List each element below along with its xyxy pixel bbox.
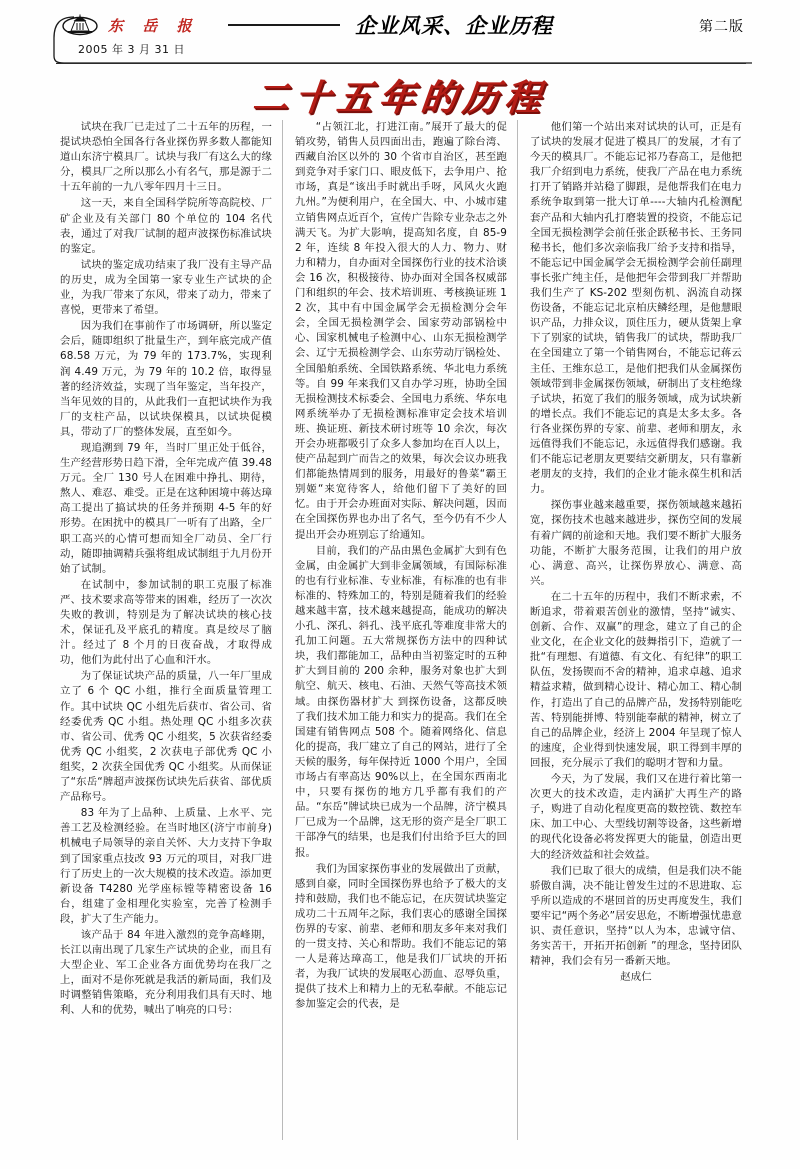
article-byline: 赵成仁: [620, 971, 652, 984]
masthead-logo-block: [62, 12, 198, 57]
article-columns: [56, 120, 746, 1140]
mountain-temple-logo-icon: [62, 14, 98, 36]
paragraph: “占领江北，打进江南。”展开了最大的促销攻势，销售人员四面出击，跑遍了除台湾、西藏自治区以外的 30 个省市自治区，甚至跑到竞争对手家门口、眼皮低下，去争用户、抢市场，真是“该出手时就出手呀，风风火火跑九州。”为便利用户，在全国大、中、小城市建立销售网点近百个，宣传广告除专业杂志之外满天飞。为扩大影响，提高知名度，自 85-92 年，连续 8 年投入很大的人力、物力、财力和精力，自办面对全国探伤行业的技术洽谈会 16 次，积极接待、协办面对全国各权威部门和组织的年会、技术培训班、考核换证班 12 次，其中有中国金属学会无损检测分会年会，全国无损检测学会、国家劳动部锅检中心、国家机械电子检测中心、山东无损检测学会、辽宁无损检测学会、山东劳动厅锅检处、全国船舶系统、全国铁路系统、华北电力系统等。自 99 年来我们又自办学习班，协助全国无损检测技术标委会、全国电力系统、华东电网系统举办了无损检测标准审定会技术培训班、换证班、新技术研讨班等 10 余次，每次开会办班都吸引了众多人参加均在百人以上，使产品起到广而告之的效果，每次会议办班我们都能热情周到的服务，用最好的鲁菜“霸王别姬“来宽待客人，给他们留下了美好的回忆。由于开会办班面对实际、解决问题，因而在全国探伤界也办出了名气，至今仍有不少人提出开会办班别忘了给通知。: [295, 121, 507, 541]
masthead: [0, 0, 800, 62]
publish-date: 2005 年 3 月 31 日: [78, 43, 185, 56]
paragraph: 83 年为了上品种、上质量、上水平、完善工艺及检测经验。在当时地区(济宁市前身)机械电子局领导的亲自关怀、大力支持下争取到了国家重点技改 93 万元的项目，对我厂进行了历史上的一次大规模的技术改造。添加更新设备 T4280 光学座标镗等精密设备 16 台，组建了金相理化实验室，完善了检测手段，扩大了生产能力。: [60, 807, 272, 925]
header-divider: [56, 63, 746, 64]
paragraph: 试块在我厂已走过了二十五年的历程，一提试块恐怕全国各行各业探伤界多数人都能知道山东济宁模具厂。试块与我厂有这么大的缘分，模具厂之所以那么小有名气，那是源于二十五年前的一九八零年四月十三日。: [60, 121, 272, 194]
paragraph: 因为我们在事前作了市场调研，所以鉴定会后，随即组织了批量生产，到年底完成产值 68.58 万元，为 79 年的 173.7%，实现利润 4.49 万元，为 79 年的 10.2 倍，取得显著的经济效益，实现了当年鉴定，当年投产，当年见效的目的，从此我们一直把试块作为我厂的支柱产品，以试块保模具，以试块促模具，带动了厂的整体发展，直至如今。: [60, 320, 272, 438]
paragraph: 我们已取了很大的成绩，但是我们决不能骄傲自满，决不能让曾发生过的不思进取、忘乎所以造成的不堪回首的历史再度发生，我们要牢记“两个务必”居安思危，不断增强忧患意识、责任意识，坚持“以人为本，忠诚守信、务实苦干，开拓开拓创新 ”的理念，坚持团队精神，我们会有另一番新天地。: [530, 864, 742, 968]
section-title: 企业风采、企业历程: [355, 13, 553, 38]
paragraph: 试块的鉴定成功结束了我厂没有主导产品的历史，成为全国第一家专业生产试块的企业，为我厂带来了东风，带来了动力，带来了喜悦，更带来了希望。: [60, 258, 272, 317]
column-1: [56, 120, 276, 1140]
masthead-rule: [228, 24, 340, 26]
paragraph: 该产品于 84 年进入激烈的竞争高峰期，长江以南出现了几家生产试块的企业，而且有大型企业、军工企业各方面优势均在我厂之上，面对不是你死就是我活的新局面，我们及时调整销售策略，充分利用我们具有天时、地利、人和的优势，喊出了响亮的口号：: [60, 928, 272, 1017]
paragraph: 在试制中，参加试制的职工克服了标准严、技术要求高等带来的困难，经历了一次次失败的教训，特别是为了解决试块的核心技术，保证孔及平底孔的精度。真是绞尽了脑汁。经过了 8 个月的日夜奋战，才取得成功，他们为此付出了心血和汗水。: [60, 578, 272, 667]
headline-container: [0, 70, 800, 121]
paragraph: 为了保证试块产品的质量，八一年厂里成立了 6 个 QC 小组，推行全面质量管理工作。其中试块 QC 小组先后获市、省公司、省经委优秀 QC 小组。热处理 QC 小组多次获市、省公司、优秀 QC 小组奖，5 次获省经委优秀 QC 小组奖，2 次获电子部优秀 QC 小组奖，2 次获全国优秀 QC 小组奖。从而保证了“东岳“牌超声波探伤试块先后获省、部优质产品称号。: [60, 670, 272, 804]
paragraph: 今天，为了发展，我们又在进行着比第一次更大的技术改造，走内涵扩大再生产的路子，购进了自动化程度更高的数控铣、数控车床、加工中心、大型线切割等设备，这些新增的现代化设备必将发挥更大的能量，创造出更大的经济效益和社会效益。: [530, 773, 742, 861]
paragraph: 目前，我们的产品由黑色金属扩大到有色金属，由金属扩大到非金属领域，有国际标准的也有行业标准、专业标准，有标准的也有非标准的、特殊加工的，特别是随着我们的经验越来越丰富，技术越来越提高，能成功的解决小孔、深孔、斜孔、浅平底孔等难度非常大的孔加工问题。五大常规探伤方法中的四种试块，我们都能加工，品种由当初鉴定时的五种扩大到目前的 200 余种，服务对象也扩大到航空、航天、核电、石油、天然气等高技术领域。由探伤器材扩大 到探伤设备，这都反映了我们技术加工能力和实力的提高。我们在全国建有销售网点 508 个。随着网络化、信息化的提高，我厂建立了自己的网站，进行了全天候的服务，每年保持近 1000 个用户，全国市场占有率高达 90%以上，在全国东西南北中，只要有探伤的地方几乎都有我们的产品。“东岳”牌试块已成为一个品牌，济宁模具厂已成为一个品牌，这无形的资产是全厂职工干部净气的结果，也是我们付出给予巨大的回报。: [295, 544, 507, 859]
paragraph: 我们为国家探伤事业的发展做出了贡献，感到自豪，同时全国探伤界也给予了极大的支持和鼓励，我们也不能忘记，在庆贺试块鉴定成功二十五周年之际，我们衷心的感谢全国探伤界的专家、前辈、老师和朋友多年来对我们的一贯支持、关心和帮助。我们不能忘记的第一人是蒋达璋高工，他是我们厂试块的开拓者，为我厂试块的发展呕心沥血、忍辱负重，提供了技术上和精力上的无私奉献。不能忘记参加鉴定会的代表，是: [295, 862, 507, 1011]
paragraph: 现追溯到 79 年，当时厂里正处于低谷，生产经营形势日趋下滑，全年完成产值 39.48 万元。全厂 130 号人在困难中挣扎、期待，熬人、难忍、难受。正是在这种困境中蒋达璋高工提出了搞试块的任务并预期 4-5 年的好形势。在困扰中的模具厂一听有了出路，全厂职工高兴的心情可想而知全厂动员、全厂行动，随即抽调精兵强将组成试制组于九月份开始了试制。: [60, 441, 272, 575]
paragraph: 探伤事业越来越重要，探伤领域越来越拓宽，探伤技术也越来越进步，探伤空间的发展有着广阔的前途和天地。我们要不断扩大服务功能，不断扩大服务范围，让我们的用户放心、满意、高兴，让探伤界放心、满意、高兴。: [530, 499, 742, 587]
article-headline: 二十五年的历程: [250, 77, 549, 119]
paper-name: 东 岳 报: [108, 16, 199, 35]
page-number: 第二版: [699, 19, 744, 35]
paragraph: 他们第一个站出来对试块的认可，正是有了试块的发展才促进了模具厂的发展，才有了今天的模具厂。不能忘记祁乃春高工，是他把我厂介绍到电力系统，使我厂产品在电力系统打开了销路并站稳了脚跟，是他帮我们在电力系统争取到第一批大订单----大轴内孔检测配套产品和大轴内孔打磨装置的投资，不能忘记全国无损检测学会前任张企跃秘书长、王务同秘书长，他们多次亲临我厂给予支持和指导，不能忘记中国金属学会无损检测学会前任副理事长张广纯主任，是他把年会带到我厂并帮助我们生产了 KS-202 型刻伤机、涡流自动探伤设备，不能忘记北京柏庆鳞经理，是他慧眼识产品，力排众议，顶住压力，硬从货架上拿下了别家的试块，销售我厂的试块，帮助我厂在全国建立了第一个销售网台，不能忘记蒋云主任、王维东总工，是他们把我们从金属探伤领域带到非金属探伤领域，研制出了支柱绝缘子试块，拓宽了我们的服务领域，成为试块新的增长点。我们不能忘记的真是太多太多。各行各业探伤界的专家、前辈、老师和朋友，永远值得我们不能忘记，永远值得我们感谢。我们不能忘记老朋友更要结交新朋友，只有靠新老朋友的支持，我们的企业才能永葆生机和活力。: [530, 121, 742, 496]
paragraph: 在二十五年的历程中，我们不断求索，不断追求，带着艰苦创业的激情，坚持“诚实、创新、合作、双赢”的理念，建立了自己的企业文化，在企业文化的鼓舞指引下，造就了一批“有理想、有道德、有文化、有纪律”的职工队伍，发扬锲而不舍的精神，追求卓越、追求精益求精，做到精心设计、精心加工、精心制作，打造出了自己的品牌产品，发扬特别能吃苦、特别能拼博、特别能奉献的精神，树立了自己的品牌企业，经济上 2004 年呈现了惊人的速度，企业得到快速发展，职工得到丰厚的回报，充分展示了我们的聪明才智和力量。: [530, 590, 742, 769]
column-3: [517, 120, 746, 1140]
column-2: [282, 120, 511, 1140]
paragraph: 这一天，来自全国科学院所等高院校、厂矿企业及有关部门 80 个单位的 104 名代表，通过了对我厂试制的超声波探伤标准试块的鉴定。: [60, 197, 272, 255]
